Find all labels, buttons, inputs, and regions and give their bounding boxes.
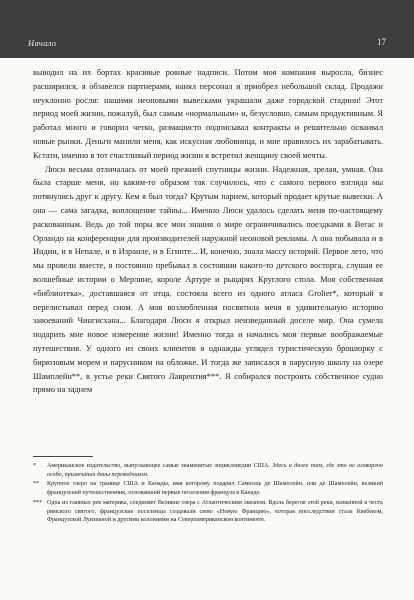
footnote-text: Крупное озеро на границе США и Канады, имя которому подарил Самюэль де Шамплейн, или де Шамплейн, великий французский путешественник, основавший первые поселения француза в Канаде. [47,481,383,497]
footnote [33,462,383,479]
paragraph: Люси весьма отличалась от моей прежней спутницы жизни. Надежная, зрелая, умная. Она была старше меня, но каким-то образом так случилось, что с самого первого взгляда мы потянулись друг к другу. Кем я был тогда? Крутым парнем, который продает крутые вывески. А она — сама загадка, воплощение тайны... Именно Люси удалось сделать меня по-настоящему раскованным. Ведь до той поры все мои знания о мире ограничивались поездками в Вегас и Орландо на конференции для производителей наружной неоновой рекламы. А она побывала и в Индии, и в Непале, и в Израиле, и в Египте... И, конечно, знала массу историй. Первое лето, что мы провели вместе, я постоянно пребывал в состоянии какого-то детского восторга, слушая ее волшебные истории о Мерлине, короле Артуре и рыцарях Круглого стола. Моя собственная «библиотека», доставшаяся от отца, состояла всего из одного атласа Grolier*, который я перелистывал перед сном. А моя возлюбленная посвятила меня в удивительную историю завоеваний Чингисхана... Благодаря Люси я открыл неизведанный доселе мир. Она сумела подарить мне новое измерение жизни! Именно тогда и начались мои первые воображаемые путешествия. У одного из своих клиентов я однажды углядел туристическую брошюрку с бирюзовым морем и парусником на обложке. И тогда же записался в парусную школу на озере Шамплейн**, в устье реки Святого Лаврентия***. Я собирался построить собственное судно прямо на заднем [33,164,383,395]
page-number: 17 [377,37,386,47]
footnote-text [47,462,383,479]
footnote [33,499,383,525]
footnotes [33,462,383,526]
footnote-divider [33,456,93,457]
footnote-mark: * [33,463,37,469]
footnote-text: Одна из главных рек материка, соединяет Великие озера с Атлантическим океаном. Вдоль берегов этой реки, названной в честь римского святого, французские поселенцы создавали свою «Новую Францию», которая впоследствии стала Квебеком, Французской Луизианой и другими колониями на Североамериканском континенте. [47,499,383,524]
footnote [33,480,383,497]
footnote-mark: *** [33,499,43,506]
paragraph: выводил на их бортах красивые ровные надписи. Потом моя компания выросла, бизнес расширился, я обзавелся партнерами, нанял персонал и приобрел небольшой склад. Продажи неуклонно росли: нашими неоновыми вывесками украшали даже городской стадион! Этот период моей жизни, пожалуй, был самым «нормальным» и, безусловно, самым продуктивным. Я работал много и говорил четко, размашисто подписывал контракты и решительно осваивал новые рынки. Деньги манили меня, как искусная любовница, и мне нравилось их зарабатывать. Кстати, именно в тот счастливый период жизни я встретил женщину своей мечты. [33,68,383,160]
running-title: Начало [28,38,57,48]
page-header [0,0,414,58]
footnote-mark: ** [33,481,40,488]
footnote-body: Американское издательство, выпускающее самые знаменитые энциклопедии США. [47,463,270,469]
footnote-italic-note: Здесь и далее там, где это не оговорено особо, примечания даны переводчиком. [47,463,384,478]
main-text [33,66,383,397]
